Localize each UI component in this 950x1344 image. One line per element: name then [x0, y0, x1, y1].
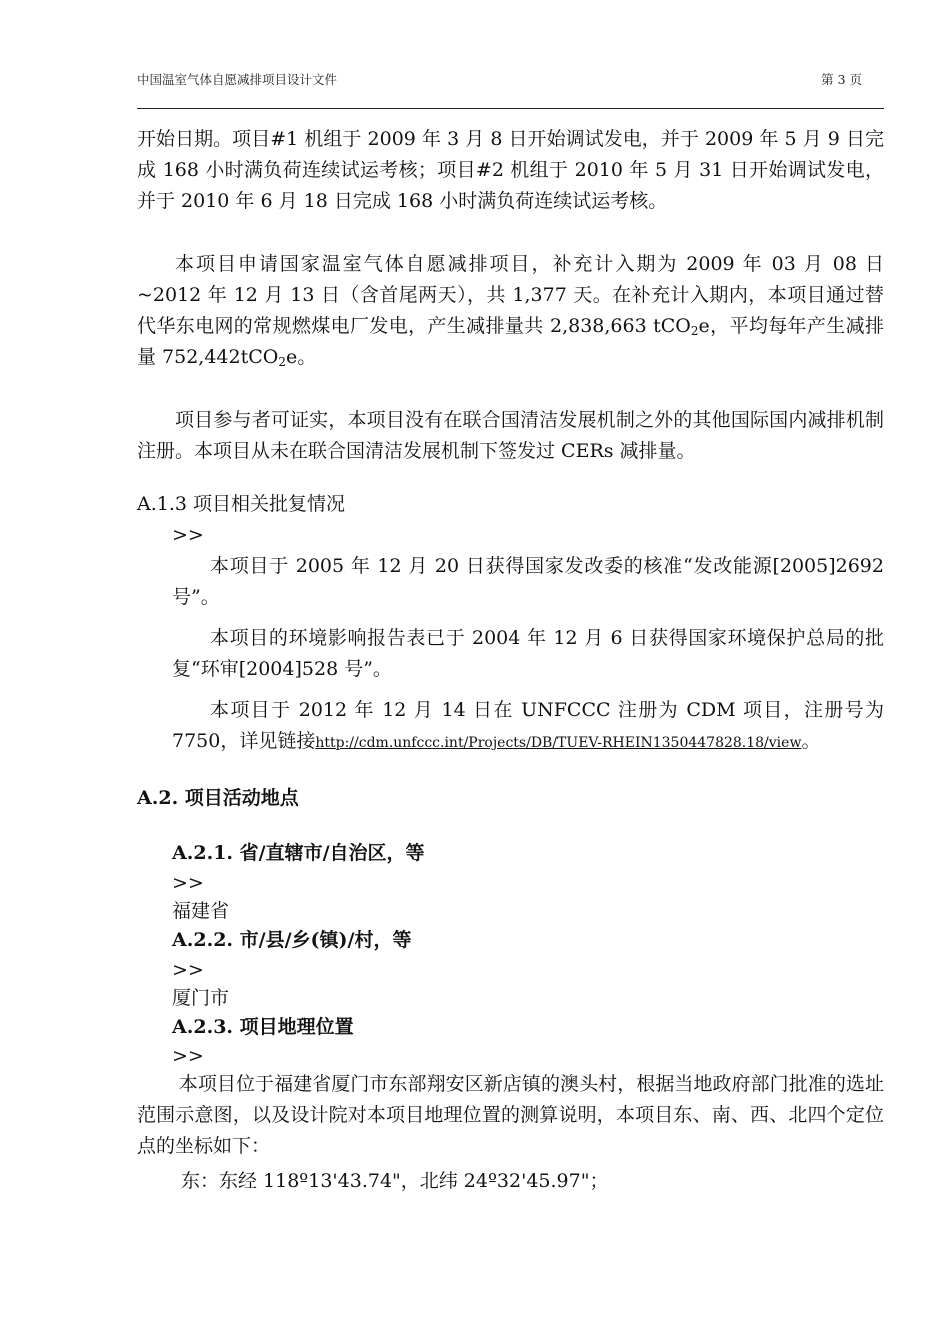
province-value: 福建省: [172, 900, 230, 922]
paragraph-other-mechanisms: 项目参与者可证实，本项目没有在联合国清洁发展机制之外的其他国际国内减排机制注册。本项目从未在联合国清洁发展机制下签发过 CERs 减排量。: [137, 409, 884, 462]
paragraph-commissioning-dates: 开始日期。项目#1 机组于 2009 年 3 月 8 日开始调试发电，并于 2009 年 5 月 9 日完成 168 小时满负荷连续试运考核；项目#2 机组于 2010 年 5 月 31 日开始调试发电，并于 2010 年 6 月 18 日完成 168 小时满负荷连续试运考核。: [137, 128, 884, 212]
section-heading-a22: A.2.2. 市/县/乡(镇)/村，等: [172, 929, 412, 951]
crediting-text-c: e。: [286, 346, 317, 368]
section-heading-a21: A.2.1. 省/直辖市/自治区，等: [172, 842, 425, 864]
section-marker: >>: [172, 524, 204, 546]
page-number: 第 3 页: [821, 72, 862, 87]
paragraph-crediting-period: [137, 249, 884, 373]
coordinate-east: 东：东经 118º13'43.74"，北纬 24º32'45.97"；: [181, 1170, 609, 1192]
section-marker: >>: [172, 959, 204, 981]
registration-text: 本项目于 2012 年 12 月 14 日在 UNFCCC 注册为 CDM 项目，注册号为 7750，详见链接: [172, 699, 884, 752]
section-marker: >>: [172, 1045, 204, 1067]
co2-subscript: 2: [278, 355, 286, 369]
document-title: 中国温室气体自愿减排项目设计文件: [137, 72, 338, 87]
page-header: [137, 66, 884, 109]
section-marker: >>: [172, 872, 204, 894]
section-heading-a23: A.2.3. 项目地理位置: [172, 1016, 354, 1038]
unfccc-project-link[interactable]: http://cdm.unfccc.int/Projects/DB/TUEV-RHEIN1350447828.18/view: [315, 735, 802, 751]
co2-subscript: 2: [690, 324, 699, 338]
registration-text-end: 。: [801, 730, 821, 752]
paragraph-geographic-location: 本项目位于福建省厦门市东部翔安区新店镇的澳头村，根据当地政府部门批准的选址范围示意图，以及设计院对本项目地理位置的测算说明，本项目东、南、西、北四个定位点的坐标如下：: [137, 1073, 884, 1157]
section-heading-a2: A.2. 项目活动地点: [137, 787, 299, 809]
page-body: [137, 124, 884, 1197]
paragraph-environment-approval: 本项目的环境影响报告表已于 2004 年 12 月 6 日获得国家环境保护总局的批复“环审[2004]528 号”。: [172, 627, 884, 680]
crediting-text-b: e，平均每年产生减排量 752,442tCO: [137, 315, 885, 368]
paragraph-ndrc-approval: 本项目于 2005 年 12 月 20 日获得国家发改委的核准“发改能源[2005]2692 号”。: [172, 555, 884, 608]
city-value: 厦门市: [172, 987, 230, 1009]
crediting-text-a: 本项目申请国家温室气体自愿减排项目，补充计入期为 2009 年 03 月 08 日~2012 年 12 月 13 日（含首尾两天），共 1,377 天。在补充计入期内，本项目通过替代华东电网的常规燃煤电厂发电，产生减排量共 2,838,663 tCO: [137, 253, 884, 337]
paragraph-unfccc-registration: [172, 695, 884, 759]
section-heading-a13: A.1.3 项目相关批复情况: [137, 493, 346, 515]
